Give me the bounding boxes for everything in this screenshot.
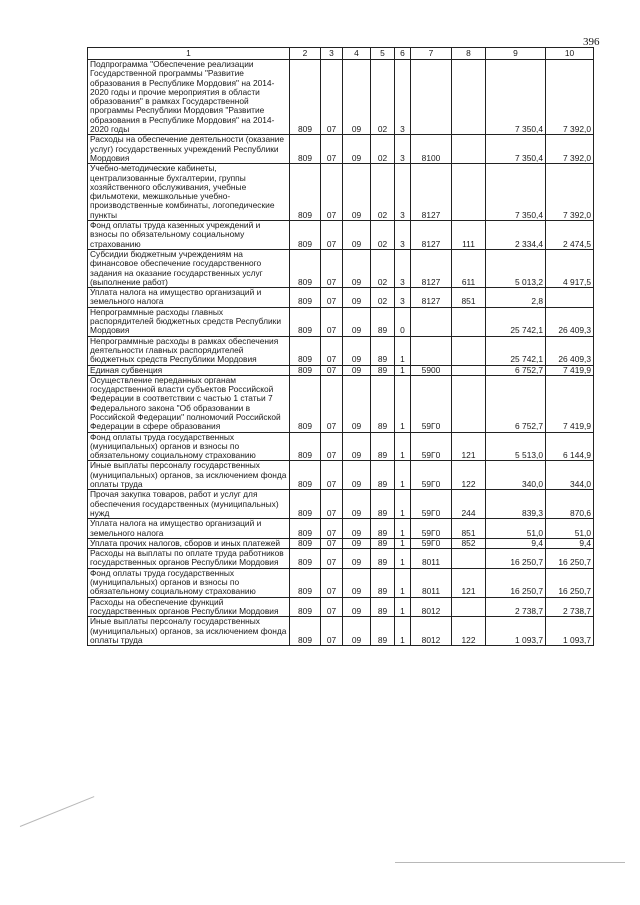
row-value-cell: 07 <box>321 568 343 597</box>
row-value-cell: 26 409,3 <box>546 336 594 365</box>
row-value-cell: 07 <box>321 249 343 287</box>
row-value-cell <box>452 549 486 569</box>
row-value-cell: 59Г0 <box>411 432 452 461</box>
row-value-cell: 89 <box>371 549 395 569</box>
table-row <box>88 432 594 461</box>
table-row <box>88 549 594 569</box>
row-value-cell: 7 392,0 <box>546 60 594 135</box>
row-value-cell: 3 <box>395 164 411 221</box>
row-value-cell: 09 <box>343 307 371 336</box>
col-header: 2 <box>290 48 321 60</box>
row-value-cell: 07 <box>321 461 343 490</box>
row-value-cell: 1 <box>395 432 411 461</box>
row-value-cell <box>452 365 486 375</box>
row-value-cell: 09 <box>343 538 371 548</box>
row-value-cell: 8127 <box>411 288 452 308</box>
row-value-cell: 121 <box>452 432 486 461</box>
row-value-cell: 809 <box>290 336 321 365</box>
table-row <box>88 336 594 365</box>
row-value-cell: 809 <box>290 617 321 646</box>
row-name-cell: Расходы на выплаты по оплате труда работников государственных органов Республики Мордовия <box>88 549 290 569</box>
row-value-cell: 8011 <box>411 568 452 597</box>
budget-table <box>87 47 594 646</box>
row-value-cell <box>452 135 486 164</box>
row-value-cell: 809 <box>290 135 321 164</box>
row-value-cell <box>452 336 486 365</box>
row-value-cell: 59Г0 <box>411 519 452 539</box>
row-value-cell: 07 <box>321 538 343 548</box>
row-value-cell: 07 <box>321 549 343 569</box>
row-value-cell <box>411 307 452 336</box>
row-name-cell: Подпрограмма "Обеспечение реализации Государственной программы "Развитие образования в Республике Мордовия" на 2014-2020 годы и прочие мероприятия в области образования" в рамках Государственной программы Республики Мордовия "Развитие образования в Республике Мордовия" на 2014-2020 годы <box>88 60 290 135</box>
row-name-cell: Уплата налога на имущество организаций и земельного налога <box>88 288 290 308</box>
row-value-cell: 09 <box>343 617 371 646</box>
row-value-cell: 09 <box>343 597 371 617</box>
row-value-cell: 89 <box>371 336 395 365</box>
row-value-cell: 16 250,7 <box>486 568 546 597</box>
table-row <box>88 490 594 519</box>
row-value-cell: 111 <box>452 221 486 250</box>
row-value-cell: 7 350,4 <box>486 135 546 164</box>
row-value-cell: 59Г0 <box>411 538 452 548</box>
row-value-cell: 809 <box>290 164 321 221</box>
row-value-cell: 1 <box>395 461 411 490</box>
row-value-cell: 07 <box>321 307 343 336</box>
col-header: 9 <box>486 48 546 60</box>
col-header: 5 <box>371 48 395 60</box>
row-value-cell: 59Г0 <box>411 490 452 519</box>
row-name-cell: Уплата прочих налогов, сборов и иных платежей <box>88 538 290 548</box>
row-value-cell: 09 <box>343 568 371 597</box>
row-value-cell: 3 <box>395 135 411 164</box>
row-value-cell: 09 <box>343 490 371 519</box>
row-value-cell: 7 350,4 <box>486 60 546 135</box>
row-value-cell: 07 <box>321 60 343 135</box>
row-value-cell: 07 <box>321 336 343 365</box>
row-value-cell: 89 <box>371 617 395 646</box>
table-body <box>88 60 594 646</box>
row-value-cell: 7 419,9 <box>546 365 594 375</box>
row-value-cell: 8100 <box>411 135 452 164</box>
row-value-cell: 1 <box>395 568 411 597</box>
row-value-cell: 8012 <box>411 597 452 617</box>
row-value-cell: 340,0 <box>486 461 546 490</box>
table-row <box>88 307 594 336</box>
col-header: 1 <box>88 48 290 60</box>
row-value-cell: 09 <box>343 375 371 432</box>
row-value-cell: 611 <box>452 249 486 287</box>
row-name-cell: Расходы на обеспечение функций государственных органов Республики Мордовия <box>88 597 290 617</box>
row-value-cell: 2 738,7 <box>546 597 594 617</box>
row-name-cell: Непрограммные расходы главных распорядителей бюджетных средств Республики Мордовия <box>88 307 290 336</box>
row-value-cell: 1 093,7 <box>546 617 594 646</box>
row-value-cell: 5 513,0 <box>486 432 546 461</box>
row-value-cell: 5900 <box>411 365 452 375</box>
row-value-cell: 09 <box>343 336 371 365</box>
row-value-cell: 09 <box>343 519 371 539</box>
row-value-cell: 3 <box>395 249 411 287</box>
row-value-cell <box>452 164 486 221</box>
row-value-cell: 07 <box>321 135 343 164</box>
table-row <box>88 135 594 164</box>
row-value-cell: 7 350,4 <box>486 164 546 221</box>
row-name-cell: Расходы на обеспечение деятельности (оказание услуг) государственных учреждений Республики Мордовия <box>88 135 290 164</box>
row-value-cell: 839,3 <box>486 490 546 519</box>
row-value-cell: 6 752,7 <box>486 365 546 375</box>
row-value-cell: 07 <box>321 221 343 250</box>
row-value-cell: 89 <box>371 365 395 375</box>
row-value-cell: 809 <box>290 365 321 375</box>
col-header: 7 <box>411 48 452 60</box>
row-value-cell: 8012 <box>411 617 452 646</box>
row-value-cell: 7 392,0 <box>546 135 594 164</box>
row-value-cell: 1 <box>395 617 411 646</box>
row-value-cell: 16 250,7 <box>546 568 594 597</box>
table-row <box>88 461 594 490</box>
row-value-cell: 809 <box>290 249 321 287</box>
row-value-cell: 870,6 <box>546 490 594 519</box>
row-value-cell: 1 <box>395 549 411 569</box>
row-value-cell: 07 <box>321 365 343 375</box>
row-value-cell: 1 093,7 <box>486 617 546 646</box>
row-value-cell: 244 <box>452 490 486 519</box>
row-value-cell: 07 <box>321 164 343 221</box>
row-value-cell: 51,0 <box>546 519 594 539</box>
row-name-cell: Иные выплаты персоналу государственных (муниципальных) органов, за исключением фонда оплаты труда <box>88 617 290 646</box>
row-value-cell: 809 <box>290 597 321 617</box>
row-value-cell: 2 474,5 <box>546 221 594 250</box>
table-row <box>88 288 594 308</box>
row-value-cell <box>452 60 486 135</box>
row-value-cell: 02 <box>371 135 395 164</box>
row-value-cell: 809 <box>290 221 321 250</box>
row-value-cell: 07 <box>321 597 343 617</box>
table-row <box>88 597 594 617</box>
row-value-cell: 1 <box>395 365 411 375</box>
row-name-cell: Фонд оплаты труда казенных учреждений и взносы по обязательному социальному страхованию <box>88 221 290 250</box>
row-name-cell: Непрограммные расходы в рамках обеспечения деятельности главных распорядителей бюджетных средств Республики Мордовия <box>88 336 290 365</box>
table-row <box>88 375 594 432</box>
row-value-cell: 89 <box>371 568 395 597</box>
row-value-cell: 809 <box>290 60 321 135</box>
row-name-cell: Единая субвенция <box>88 365 290 375</box>
page-number: 396 <box>583 36 600 48</box>
row-value-cell: 89 <box>371 461 395 490</box>
row-value-cell: 121 <box>452 568 486 597</box>
row-value-cell: 809 <box>290 288 321 308</box>
row-value-cell: 4 917,5 <box>546 249 594 287</box>
col-header: 8 <box>452 48 486 60</box>
table-row <box>88 538 594 548</box>
row-value-cell: 809 <box>290 538 321 548</box>
row-name-cell: Учебно-методические кабинеты, централизованные бухгалтерии, группы хозяйственного обслуживания, учебные фильмотеки, межшкольные учебно-производственные комбинаты, логопедические пункты <box>88 164 290 221</box>
row-value-cell: 89 <box>371 538 395 548</box>
scan-line <box>395 862 625 863</box>
row-value-cell <box>452 375 486 432</box>
row-value-cell <box>452 597 486 617</box>
row-value-cell: 9,4 <box>486 538 546 548</box>
row-name-cell: Фонд оплаты труда государственных (муниципальных) органов и взносы по обязательному социальному страхованию <box>88 432 290 461</box>
row-value-cell: 89 <box>371 375 395 432</box>
row-value-cell: 09 <box>343 288 371 308</box>
row-value-cell: 1 <box>395 490 411 519</box>
row-name-cell: Осуществление переданных органам государственной власти субъектов Российской Федерации в соответствии с частью 1 статьи 7 Федерального закона "Об образовании в Российской Федерации" полномочий Российской Федерации в сфере образования <box>88 375 290 432</box>
row-value-cell: 89 <box>371 519 395 539</box>
row-name-cell: Уплата налога на имущество организаций и земельного налога <box>88 519 290 539</box>
row-value-cell: 3 <box>395 221 411 250</box>
row-value-cell: 2 334,4 <box>486 221 546 250</box>
row-value-cell: 02 <box>371 164 395 221</box>
table-row <box>88 60 594 135</box>
row-value-cell: 1 <box>395 336 411 365</box>
row-value-cell: 809 <box>290 375 321 432</box>
row-value-cell: 2 738,7 <box>486 597 546 617</box>
row-value-cell: 07 <box>321 375 343 432</box>
row-value-cell: 07 <box>321 288 343 308</box>
table-row <box>88 617 594 646</box>
row-value-cell <box>411 60 452 135</box>
table-row <box>88 164 594 221</box>
row-value-cell: 89 <box>371 490 395 519</box>
row-value-cell: 8127 <box>411 164 452 221</box>
row-value-cell: 25 742,1 <box>486 307 546 336</box>
row-value-cell: 122 <box>452 617 486 646</box>
row-value-cell: 809 <box>290 432 321 461</box>
row-value-cell: 02 <box>371 288 395 308</box>
row-name-cell: Иные выплаты персоналу государственных (муниципальных) органов, за исключением фонда оплаты труда <box>88 461 290 490</box>
row-value-cell: 1 <box>395 519 411 539</box>
row-value-cell: 8127 <box>411 221 452 250</box>
row-value-cell: 6 752,7 <box>486 375 546 432</box>
row-value-cell: 51,0 <box>486 519 546 539</box>
row-value-cell: 02 <box>371 221 395 250</box>
row-value-cell: 809 <box>290 307 321 336</box>
row-value-cell: 16 250,7 <box>486 549 546 569</box>
row-value-cell: 852 <box>452 538 486 548</box>
row-value-cell: 9,4 <box>546 538 594 548</box>
row-value-cell: 0 <box>395 307 411 336</box>
col-header: 6 <box>395 48 411 60</box>
row-value-cell: 09 <box>343 249 371 287</box>
row-value-cell: 851 <box>452 519 486 539</box>
row-value-cell: 02 <box>371 249 395 287</box>
table-row <box>88 568 594 597</box>
col-header: 10 <box>546 48 594 60</box>
table-row <box>88 365 594 375</box>
row-name-cell: Субсидии бюджетным учреждениям на финансовое обеспечение государственного задания на оказание государственных услуг (выполнение работ) <box>88 249 290 287</box>
row-value-cell: 25 742,1 <box>486 336 546 365</box>
row-value-cell: 89 <box>371 307 395 336</box>
row-value-cell: 809 <box>290 549 321 569</box>
row-value-cell: 2,8 <box>486 288 546 308</box>
row-value-cell: 07 <box>321 432 343 461</box>
row-value-cell: 851 <box>452 288 486 308</box>
row-value-cell: 09 <box>343 432 371 461</box>
row-value-cell: 59Г0 <box>411 375 452 432</box>
row-value-cell: 59Г0 <box>411 461 452 490</box>
row-value-cell: 1 <box>395 375 411 432</box>
row-value-cell: 16 250,7 <box>546 549 594 569</box>
row-value-cell: 6 144,9 <box>546 432 594 461</box>
header-row <box>88 48 594 60</box>
row-value-cell: 344,0 <box>546 461 594 490</box>
row-value-cell: 1 <box>395 597 411 617</box>
row-value-cell <box>411 336 452 365</box>
row-value-cell: 1 <box>395 538 411 548</box>
row-value-cell: 5 013,2 <box>486 249 546 287</box>
row-value-cell: 3 <box>395 288 411 308</box>
row-name-cell: Прочая закупка товаров, работ и услуг для обеспечения государственных (муниципальных) нужд <box>88 490 290 519</box>
row-value-cell: 09 <box>343 164 371 221</box>
row-value-cell: 09 <box>343 549 371 569</box>
row-value-cell <box>452 307 486 336</box>
row-value-cell: 09 <box>343 365 371 375</box>
col-header: 4 <box>343 48 371 60</box>
table-row <box>88 221 594 250</box>
row-value-cell: 07 <box>321 617 343 646</box>
row-value-cell: 02 <box>371 60 395 135</box>
row-value-cell <box>546 288 594 308</box>
row-value-cell: 09 <box>343 135 371 164</box>
scan-line <box>20 796 95 827</box>
row-value-cell: 09 <box>343 461 371 490</box>
row-value-cell: 3 <box>395 60 411 135</box>
row-value-cell: 07 <box>321 519 343 539</box>
row-value-cell: 09 <box>343 221 371 250</box>
row-value-cell: 809 <box>290 490 321 519</box>
row-value-cell: 89 <box>371 597 395 617</box>
row-value-cell: 122 <box>452 461 486 490</box>
col-header: 3 <box>321 48 343 60</box>
row-value-cell: 09 <box>343 60 371 135</box>
row-value-cell: 8127 <box>411 249 452 287</box>
row-value-cell: 809 <box>290 461 321 490</box>
row-value-cell: 8011 <box>411 549 452 569</box>
row-value-cell: 26 409,3 <box>546 307 594 336</box>
row-value-cell: 07 <box>321 490 343 519</box>
row-value-cell: 809 <box>290 519 321 539</box>
table-row <box>88 249 594 287</box>
row-value-cell: 7 392,0 <box>546 164 594 221</box>
table-row <box>88 519 594 539</box>
row-value-cell: 89 <box>371 432 395 461</box>
row-value-cell: 809 <box>290 568 321 597</box>
row-value-cell: 7 419,9 <box>546 375 594 432</box>
row-name-cell: Фонд оплаты труда государственных (муниципальных) органов и взносы по обязательному социальному страхованию <box>88 568 290 597</box>
